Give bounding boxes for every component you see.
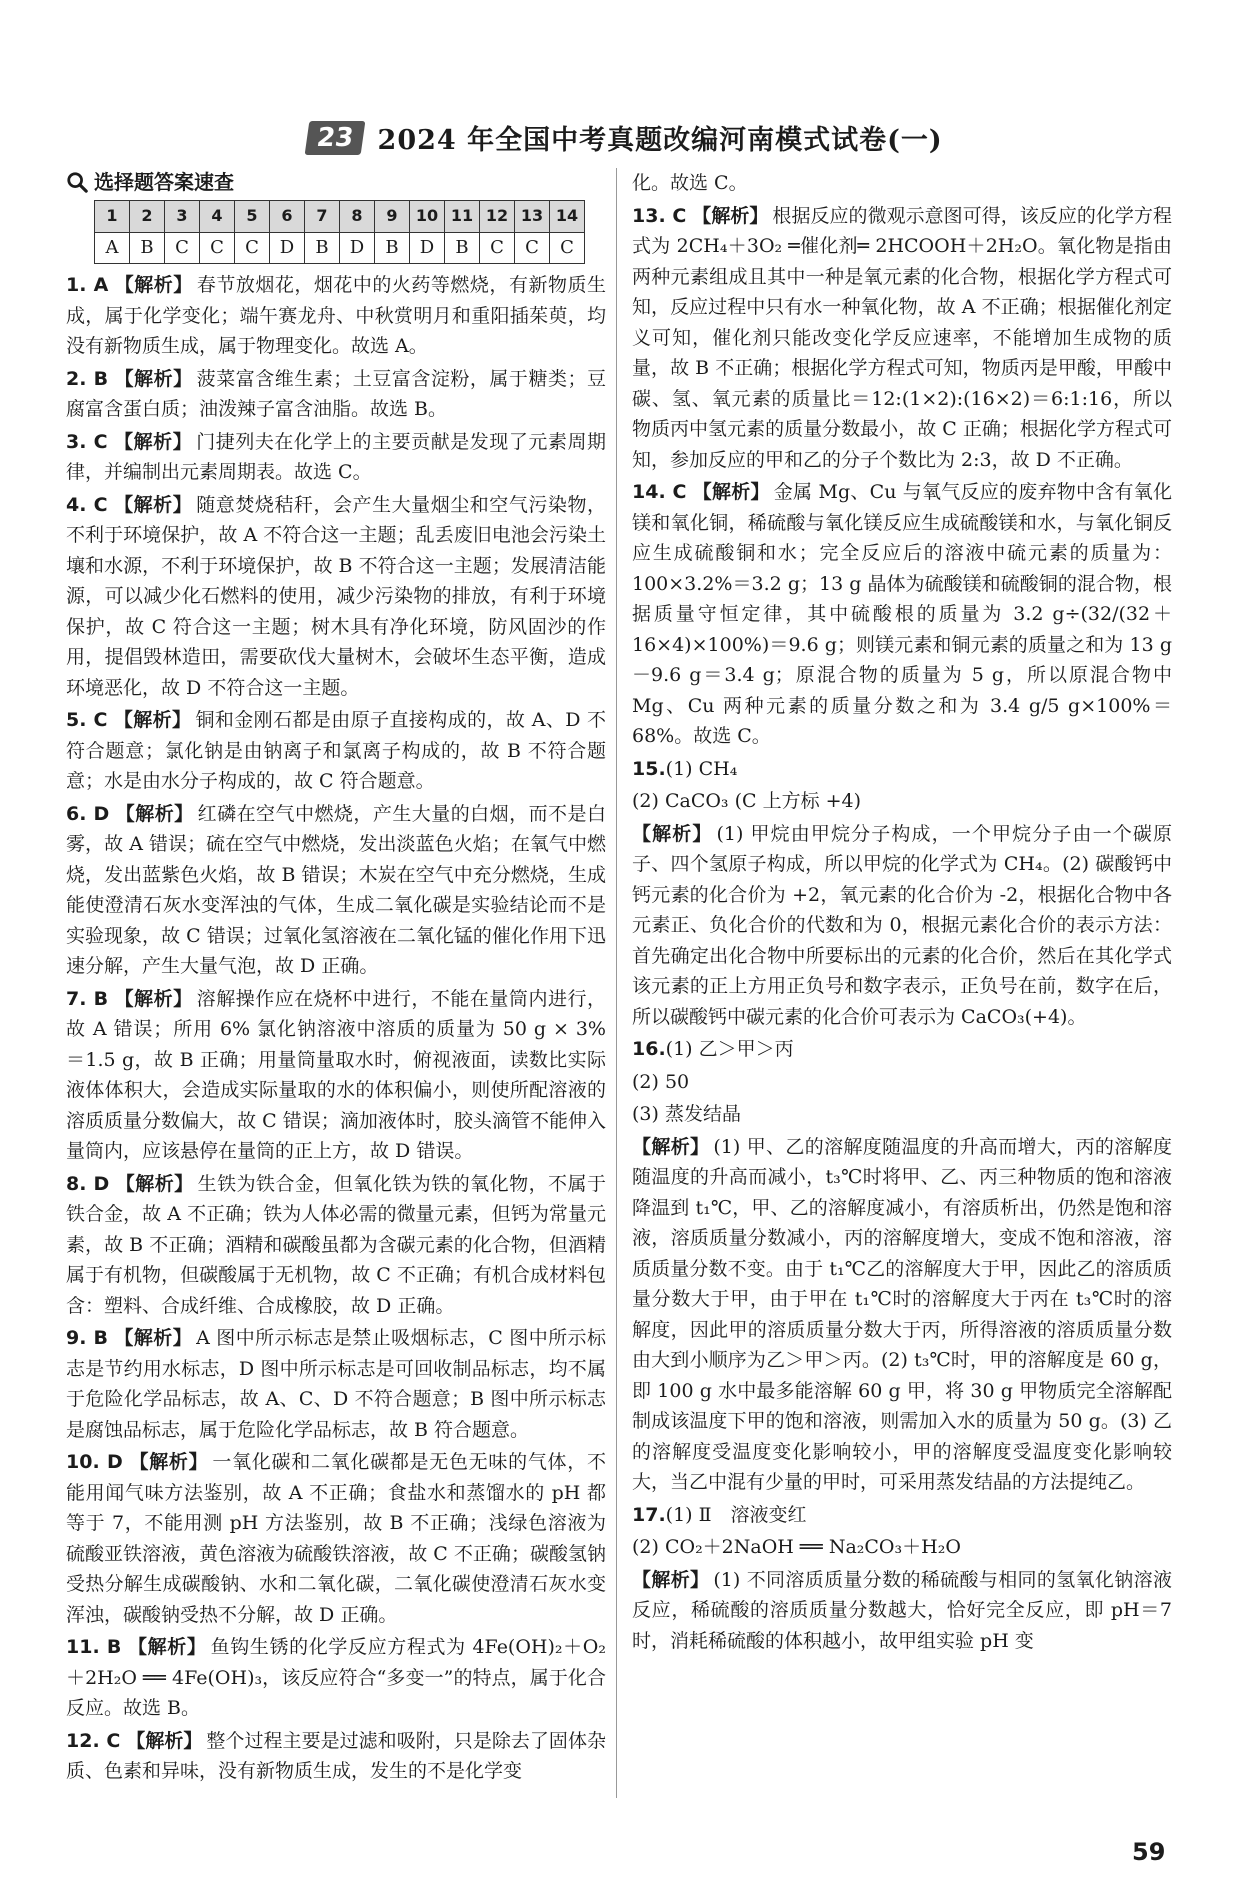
analysis-tag: 【解析】: [632, 1135, 710, 1158]
item-answer-letter: C: [665, 481, 687, 503]
item-number: 17.: [632, 1503, 666, 1526]
answer-item: [632, 819, 1172, 1033]
search-icon: [66, 171, 88, 193]
analysis-tag: 【解析】: [114, 367, 193, 390]
item-number: 11.: [66, 1636, 100, 1658]
item-text: A 图中所示标志是禁止吸烟标志，C 图中所示标志是节约用水标志，D 图中所示标志是可回收制品标志，均不属于危险化学品标志，故 A、C、D 不符合题意；B 图中所示标志是腐蚀品标志，属于危险化学品标志，故 B 符合题意。: [66, 1327, 606, 1441]
analysis-tag: 【解析】: [632, 822, 713, 845]
item-answer-letter: D: [86, 1172, 110, 1195]
item-text: 铜和金刚石都是由原子直接构成的，故 A、D 不符合题意；氯化钠是由钠离子和氯离子构成的，故 B 不符合题意；水是由水分子构成的，故 C 符合题意。: [66, 709, 606, 792]
answer-item: [632, 786, 1172, 817]
item-text: 整个过程主要是过滤和吸附，只是除去了固体杂质、色素和异味，没有新物质生成，发生的不是化学变: [66, 1729, 606, 1782]
answer-section-title: 选择题答案速查: [94, 169, 234, 194]
answer-item: [632, 1532, 1172, 1563]
item-answer-letter: B: [86, 367, 109, 390]
item-text: 春节放烟花，烟花中的火药等燃烧，有新物质生成，属于化学变化；端午赛龙舟、中秋赏明月和重阳插茱萸，均没有新物质生成，属于物理变化。故选 A。: [66, 274, 606, 357]
left-column: [66, 168, 606, 1789]
item-answer-letter: A: [86, 274, 109, 296]
item-text: 一氧化碳和二氧化碳都是无色无味的气体，不能用闻气味方法鉴别，故 A 不正确；食盐水和蒸馏水的 pH 都等于 7，不能用测 pH 方法鉴别，故 B 不正确；浅绿色溶液为硫酸亚铁溶液，黄色溶液为硫酸铁溶液，故 C 不正确；碳酸氢钠受热分解生成碳酸钠、水和二氧化碳，二氧化碳使澄清石灰水变浑浊，碳酸钠受热不分解，故 D 正确。: [66, 1451, 606, 1626]
item-text: 生铁为铁合金，但氧化铁为铁的氧化物，不属于铁合金，故 A 不正确；铁为人体必需的微量元素，但钙为常量元素，故 B 不正确；酒精和碳酸虽都为含碳元素的化合物，但酒精属于有机物，但碳酸属于无机物，故 C 不正确；有机合成材料包含：塑料、合成纤维、合成橡胶，故 D 正确。: [66, 1172, 606, 1317]
answer-table-number-cell: 7: [305, 201, 340, 233]
answer-table-answer-cell: D: [410, 232, 445, 264]
answer-item: [66, 427, 606, 488]
item-text: 门捷列夫在化学上的主要贡献是发现了元素周期律，并编制出元素周期表。故选 C。: [66, 430, 606, 483]
analysis-tag: 【解析】: [692, 481, 770, 503]
answer-table-answer-cell: C: [200, 232, 235, 264]
answer-item: [632, 1099, 1172, 1130]
item-text: 根据反应的微观示意图可得，该反应的化学方程式为 2CH₄＋3O₂ ═催化剂═ 2HCOOH＋2H₂O。氧化物是指由两种元素组成且其中一种是氧元素的化合物，根据化学方程式可知，反应过程中只有水一种氧化物，故 A 不正确；根据催化剂定义可知，催化剂只能改变化学反应速率，不能增加生成物的质量，故 B 不正确；根据化学方程式可知，物质丙是甲酸，甲酸中碳、氢、氧元素的质量比＝12:(1×2):(16×2)＝6:1:16，所以物质丙中氢元素的质量分数最小，故 C 正确；根据化学方程式可知，参加反应的甲和乙的分子个数比为 2:3，故 D 不正确。: [632, 204, 1172, 471]
item-text: 红磷在空气中燃烧，产生大量的白烟，而不是白雾，故 A 错误；硫在空气中燃烧，发出淡蓝色火焰；在氧气中燃烧，发出蓝紫色火焰，故 B 错误；木炭在空气中充分燃烧，生成能使澄清石灰水变浑浊的气体，生成二氧化碳是实验结论而不是实验现象，故 C 错误；过氧化氢溶液在二氧化锰的催化作用下迅速分解，产生大量气泡，故 D 正确。: [66, 802, 606, 977]
analysis-tag: 【解析】: [114, 274, 193, 296]
item-number: 7.: [66, 987, 87, 1010]
answer-table-answer-cell: C: [550, 232, 585, 264]
answer-table-number-cell: 4: [200, 201, 235, 233]
column-divider: [616, 168, 617, 1798]
item-text: 溶解操作应在烧杯中进行，不能在量筒内进行，故 A 错误；所用 6% 氯化钠溶液中溶质的质量为 50 g × 3% ＝1.5 g，故 B 正确；用量筒量取水时，俯视液面，读数比实际液体体积大，会造成实际量取的水的体积偏小，则使所配溶液的溶质质量分数偏大，故 C 错误；滴加液体时，胶头滴管不能伸入量筒内，应该悬停在量筒的正上方，故 D 错误。: [66, 987, 606, 1162]
answer-item: [632, 201, 1172, 476]
answer-table-answer-cell: C: [480, 232, 515, 264]
answer-table-answer-cell: C: [165, 232, 200, 264]
answer-table-answer-cell: B: [445, 232, 480, 264]
item-text: 随意焚烧秸秆，会产生大量烟尘和空气污染物，不利于环境保护，故 A 不符合这一主题；乱丢废旧电池会污染土壤和水源，不利于环境保护，故 B 不符合这一主题；发展清洁能源，可以减少化石燃料的使用，减少污染物的排放，有利于环境保护，故 C 符合这一主题；树木具有净化环境，防风固沙的作用，提倡毁林造田，需要砍伐大量树木，会破坏生态平衡，造成环境恶化，故 D 不符合这一主题。: [66, 493, 606, 699]
item-answer-letter: C: [86, 430, 108, 453]
answer-item: [632, 1034, 1172, 1065]
item-text: (1) 乙＞甲＞丙: [665, 1038, 794, 1060]
answer-table: [94, 200, 585, 264]
item-number: 6.: [66, 802, 87, 825]
answer-item: [632, 1565, 1172, 1657]
item-number: 13.: [632, 204, 666, 227]
answer-item: [632, 1500, 1172, 1531]
right-column: [632, 168, 1172, 1658]
answer-table-number-cell: 11: [445, 201, 480, 233]
item-number: 3.: [66, 430, 87, 453]
item-text: (1) 不同溶质质量分数的稀硫酸与相同的氢氧化钠溶液反应，稀硫酸的溶质质量分数越大，恰好完全反应，即 pH＝7 时，消耗稀硫酸的体积越小，故甲组实验 pH 变: [632, 1568, 1172, 1652]
item-number: 10.: [66, 1451, 100, 1473]
answer-table-answer-cell: D: [270, 232, 305, 264]
answer-item: [66, 1447, 606, 1630]
analysis-tag: 【解析】: [113, 1327, 193, 1349]
page-header: [0, 118, 1250, 157]
item-text: 金属 Mg、Cu 与氧气反应的废弃物中含有氧化镁和氧化铜，稀硫酸与氧化镁反应生成硫酸镁和水，与氧化铜反应生成硫酸铜和水；完全反应后的溶液中硫元素的质量为：100×3.2%＝3.2 g；13 g 晶体为硫酸镁和硫酸铜的混合物，根据质量守恒定律，其中硫酸根的质量为 3.2 g÷(32/(32＋16×4)×100%)＝9.6 g；则镁元素和铜元素的质量之和为 13 g－9.6 g＝3.4 g；原混合物的质量为 5 g，所以原混合物中 Mg、Cu 两种元素的质量分数之和为 3.4 g/5 g×100%＝68%。故选 C。: [632, 481, 1172, 747]
item-answer-letter: C: [86, 709, 108, 731]
answer-section-heading: [66, 168, 606, 196]
item-text: 鱼钩生锈的化学反应方程式为 4Fe(OH)₂＋O₂＋2H₂O ══ 4Fe(OH)₃，该反应符合“多变一”的特点，属于化合反应。故选 B。: [66, 1636, 606, 1719]
item-answer-letter: D: [99, 1451, 123, 1473]
answer-item: [66, 1726, 606, 1787]
answer-table-answer-cell: C: [515, 232, 550, 264]
item-text: (2) CO₂＋2NaOH ══ Na₂CO₃＋H₂O: [632, 1536, 961, 1558]
answer-item: [632, 1067, 1172, 1098]
answer-item: [632, 754, 1172, 785]
answer-item: [66, 705, 606, 797]
item-number: 4.: [66, 493, 87, 516]
answer-table-number-cell: 6: [270, 201, 305, 233]
item-answer-letter: D: [86, 802, 110, 825]
item-text: (1) CH₄: [665, 757, 738, 780]
answer-table-number-cell: 10: [410, 201, 445, 233]
answer-item: [66, 270, 606, 362]
analysis-tag: 【解析】: [115, 1172, 194, 1195]
item-number: 1.: [66, 274, 87, 296]
answer-table-number-cell: 2: [130, 201, 165, 233]
answer-table-answer-cell: D: [340, 232, 375, 264]
page-title: 2024 年全国中考真题改编河南模式试卷(一): [377, 125, 943, 156]
item-text: 化。故选 C。: [632, 172, 748, 194]
item-number: 15.: [632, 757, 666, 780]
answer-table-answer-cell: C: [235, 232, 270, 264]
answer-item: [632, 477, 1172, 752]
item-answer-letter: B: [86, 987, 109, 1010]
right-item-list: [632, 168, 1172, 1656]
analysis-tag: 【解析】: [692, 204, 769, 227]
item-answer-letter: C: [99, 1729, 121, 1752]
item-number: 2.: [66, 367, 87, 390]
analysis-tag: 【解析】: [126, 1729, 203, 1752]
item-answer-letter: B: [86, 1327, 108, 1349]
item-answer-letter: B: [99, 1636, 122, 1658]
answer-table-number-cell: 3: [165, 201, 200, 233]
answer-item: [66, 799, 606, 982]
answer-table-answer-cell: A: [95, 232, 130, 264]
analysis-tag: 【解析】: [113, 430, 193, 453]
item-text: (2) 50: [632, 1070, 690, 1093]
analysis-tag: 【解析】: [113, 709, 192, 731]
answer-table-number-cell: 8: [340, 201, 375, 233]
answer-table-answer-cell: B: [375, 232, 410, 264]
analysis-tag: 【解析】: [115, 802, 194, 825]
page-number: 59: [1132, 1838, 1166, 1866]
item-text: (1) Ⅱ 溶液变红: [665, 1503, 807, 1526]
answer-item: [66, 984, 606, 1167]
answer-table-number-row: [95, 201, 585, 233]
answer-table-number-cell: 12: [480, 201, 515, 233]
item-text: (1) 甲、乙的溶解度随温度的升高而增大，丙的溶解度随温度的升高而减小，t₃℃时将甲、乙、丙三种物质的饱和溶液降温到 t₁℃，甲、乙的溶解度减小，有溶质析出，仍然是饱和溶液，溶质质量分数减小，丙的溶解度增大，变成不饱和溶液，溶质质量分数不变。由于 t₁℃乙的溶解度大于甲，因此乙的溶质质量分数大于甲，由于甲在 t₁℃时的溶解度大于丙在 t₃℃时的溶解度，因此甲的溶质质量分数大于丙，所得溶液的溶质质量分数由大到小顺序为乙＞甲＞丙。(2) t₃℃时，甲的溶解度是 60 g，即 100 g 水中最多能溶解 60 g 甲，将 30 g 甲物质完全溶解配制成该温度下甲的饱和溶液，则需加入水的质量为 50 g。(3) 乙的溶解度受温度变化影响较小，甲的溶解度受温度变化影响较大，当乙中混有少量的甲时，可采用蒸发结晶的方法提纯乙。: [632, 1135, 1172, 1493]
answer-table-answer-cell: B: [305, 232, 340, 264]
answer-table-number-cell: 14: [550, 201, 585, 233]
item-text: 菠菜富含维生素；土豆富含淀粉，属于糖类；豆腐富含蛋白质；油泼辣子富含油脂。故选 B。: [66, 367, 606, 420]
answer-item: [66, 1632, 606, 1724]
chapter-badge: 23: [305, 121, 366, 155]
item-answer-letter: C: [86, 493, 108, 516]
answer-item: [632, 168, 1172, 199]
answer-item: [632, 1132, 1172, 1498]
answer-item: [66, 1169, 606, 1322]
item-number: 8.: [66, 1172, 87, 1195]
item-number: 14.: [632, 481, 666, 503]
answer-item: [66, 1323, 606, 1445]
analysis-tag: 【解析】: [128, 1451, 209, 1473]
analysis-tag: 【解析】: [632, 1568, 710, 1591]
answer-table-answer-cell: B: [130, 232, 165, 264]
answer-table-answer-row: [95, 232, 585, 264]
answer-table-number-cell: 1: [95, 201, 130, 233]
item-number: 9.: [66, 1327, 87, 1349]
analysis-tag: 【解析】: [127, 1636, 207, 1658]
answer-table-number-cell: 5: [235, 201, 270, 233]
item-number: 12.: [66, 1729, 100, 1752]
item-text: (1) 甲烷由甲烷分子构成，一个甲烷分子由一个碳原子、四个氢原子构成，所以甲烷的化学式为 CH₄。(2) 碳酸钙中钙元素的化合价为 +2，氧元素的化合价为 -2，根据化合物中各元素正、负化合价的代数和为 0，根据元素化合价的表示方法：首先确定出化合物中所要标出的元素的化合价，然后在其化学式该元素的正上方用正负号和数字表示，正负号在前，数字在后，所以碳酸钙中碳元素的化合价可表示为 CaCO₃(+4)。: [632, 822, 1172, 1028]
answer-item: [66, 490, 606, 704]
analysis-tag: 【解析】: [113, 493, 193, 516]
item-number: 16.: [632, 1038, 666, 1060]
analysis-tag: 【解析】: [114, 987, 193, 1010]
item-number: 5.: [66, 709, 87, 731]
item-text: (3) 蒸发结晶: [632, 1103, 741, 1125]
left-item-list: [66, 270, 606, 1787]
answer-item: [66, 364, 606, 425]
item-answer-letter: C: [665, 204, 687, 227]
answer-table-number-cell: 9: [375, 201, 410, 233]
answer-table-number-cell: 13: [515, 201, 550, 233]
item-text: (2) CaCO₃ (C 上方标 +4): [632, 790, 862, 812]
